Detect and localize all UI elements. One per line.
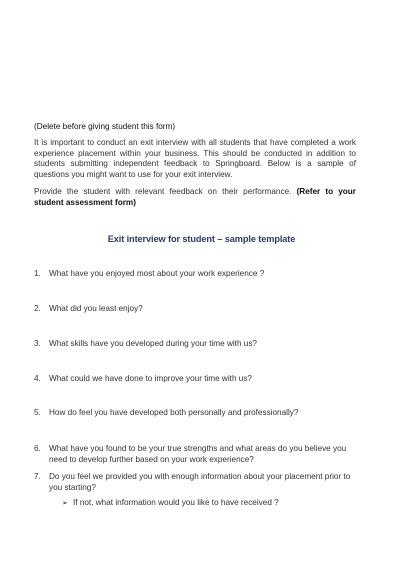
question-4 <box>34 374 364 385</box>
question-number: 4. <box>34 374 41 383</box>
assessment-form-reference: (Refer to your student assessment form) <box>34 187 356 207</box>
question-text: What could we have done to improve your time with us? <box>49 374 252 383</box>
question-3 <box>34 339 364 350</box>
question-number: 6. <box>34 444 41 453</box>
question-text: How do feel you have developed both personally and professionally? <box>49 408 299 417</box>
question-text: What have you found to be your true strengths and what areas do you believe you need to develop further based on your work experience? <box>49 444 347 464</box>
sub-question <box>62 498 279 510</box>
question-1 <box>34 269 364 280</box>
question-5 <box>34 408 364 419</box>
question-number: 5. <box>34 408 41 417</box>
feedback-text: Provide the student with relevant feedback on their performance. <box>34 187 297 197</box>
delete-note: (Delete before giving student this form) <box>34 122 176 131</box>
intro-paragraph: It is important to conduct an exit interview with all students that have completed a work experience placement within your business. This should be conducted in addition to students submitting independent feedback to Springboard. Below is a sample of questions you might want to use for your exit interview. <box>34 138 356 179</box>
feedback-paragraph <box>34 187 356 208</box>
question-text: What did you least enjoy? <box>49 304 143 313</box>
question-7 <box>34 472 356 493</box>
question-6 <box>34 444 356 465</box>
sub-question-text: If not, what information would you like to have received ? <box>73 498 279 507</box>
question-number: 7. <box>34 472 41 481</box>
question-text: Do you feel we provided you with enough information about your placement prior to you starting? <box>49 472 351 492</box>
arrow-bullet-icon: ➢ <box>62 500 68 507</box>
document-title: Exit interview for student – sample template <box>107 234 296 244</box>
question-text: What have you enjoyed most about your work experience ? <box>49 269 265 278</box>
intro-section <box>34 138 356 216</box>
question-number: 3. <box>34 339 41 348</box>
question-2 <box>34 304 364 315</box>
question-number: 1. <box>34 269 41 278</box>
question-number: 2. <box>34 304 41 313</box>
question-text: What skills have you developed during your time with us? <box>49 339 257 348</box>
